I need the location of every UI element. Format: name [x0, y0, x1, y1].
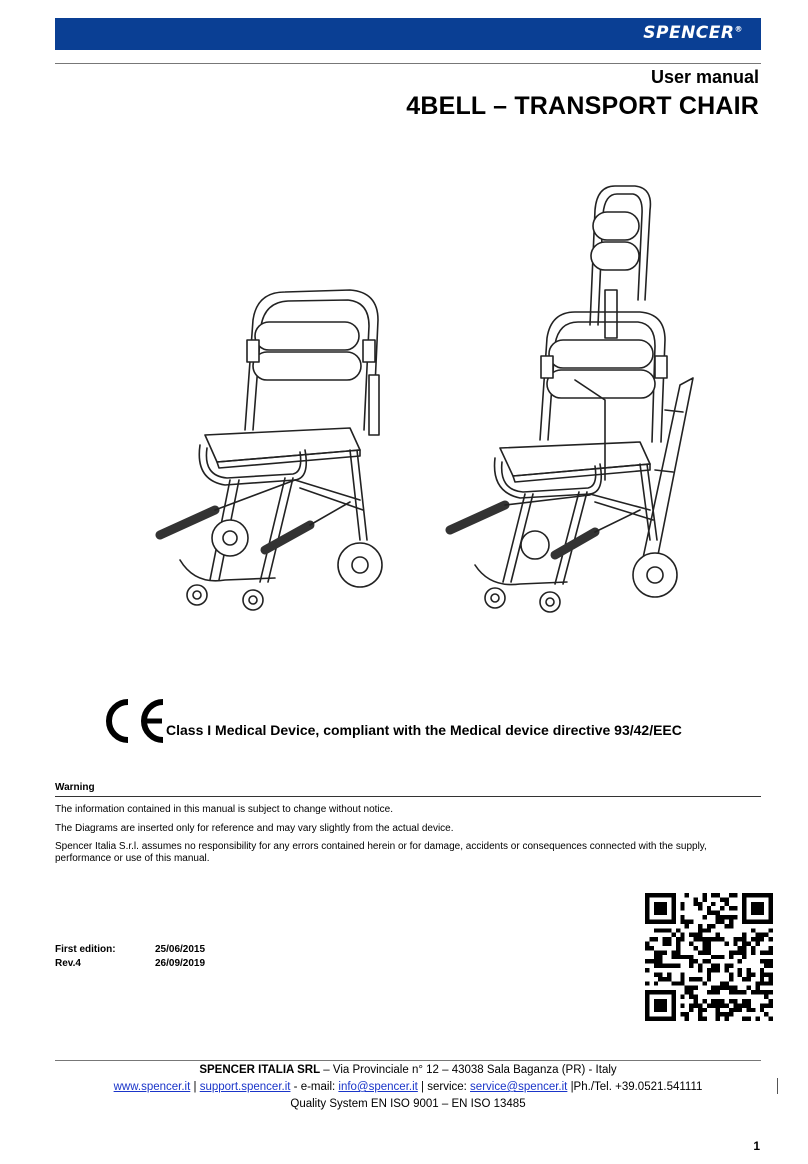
- support-link[interactable]: support.spencer.it: [199, 1081, 291, 1093]
- footer-company-line: [55, 1064, 761, 1076]
- header-bar: [55, 18, 761, 50]
- company-name: SPENCER ITALIA SRL: [199, 1064, 321, 1076]
- ce-mark-icon: [100, 698, 166, 744]
- transport-chair-folded-illustration: [160, 290, 382, 610]
- first-edition: [55, 944, 206, 955]
- email-label: - e-mail:: [290, 1081, 339, 1093]
- warning-line: The information contained in this manual is subject to change without notice.: [55, 804, 393, 815]
- first-edition-label: First edition:: [55, 944, 116, 955]
- header-rule: [55, 63, 761, 64]
- spencer-logo: SPENCER®: [643, 23, 743, 43]
- revision-date: 26/09/2019: [155, 958, 206, 969]
- warning-line: The Diagrams are inserted only for reference and may vary slightly from the actual device.: [55, 823, 454, 834]
- qr-code: [645, 893, 773, 1021]
- revision-label: Rev.4: [55, 958, 81, 969]
- first-edition-date: 25/06/2015: [155, 944, 206, 955]
- quality-system: Quality System EN ISO 9001 – EN ISO 13485: [290, 1098, 526, 1110]
- ce-compliance: [100, 698, 760, 748]
- warning-rule: [55, 796, 761, 797]
- revision: [55, 958, 206, 969]
- website-link[interactable]: www.spencer.it: [113, 1081, 191, 1093]
- transport-chair-illustration: [135, 180, 700, 625]
- email-link[interactable]: info@spencer.it: [338, 1081, 418, 1093]
- ce-compliance-text: Class I Medical Device, compliant with the Medical device directive 93/42/EEC: [166, 722, 682, 738]
- warning-line: Spencer Italia S.r.l. assumes no responsibility for any errors contained herein or for damage, accidents or consequences connected with the supply,: [55, 841, 707, 852]
- separator: |: [190, 1081, 200, 1093]
- document-kind: User manual: [650, 67, 759, 87]
- service-link[interactable]: service@spencer.it: [470, 1081, 568, 1093]
- document-title: 4BELL – TRANSPORT CHAIR: [406, 92, 759, 120]
- footer-mark: [777, 1078, 778, 1094]
- page-number: 1: [753, 1139, 760, 1153]
- footer-rule: [55, 1060, 761, 1061]
- phone-number: |Ph./Tel. +39.0521.541111: [567, 1081, 703, 1093]
- transport-chair-extended-illustration: [450, 186, 693, 612]
- company-address: – Via Provinciale n° 12 – 43038 Sala Baganza (PR) - Italy: [320, 1064, 617, 1076]
- warning-line: performance or use of this manual.: [55, 853, 210, 864]
- warning-title: Warning: [55, 782, 95, 793]
- footer-contact-line: [55, 1081, 761, 1093]
- service-label: | service:: [417, 1081, 471, 1093]
